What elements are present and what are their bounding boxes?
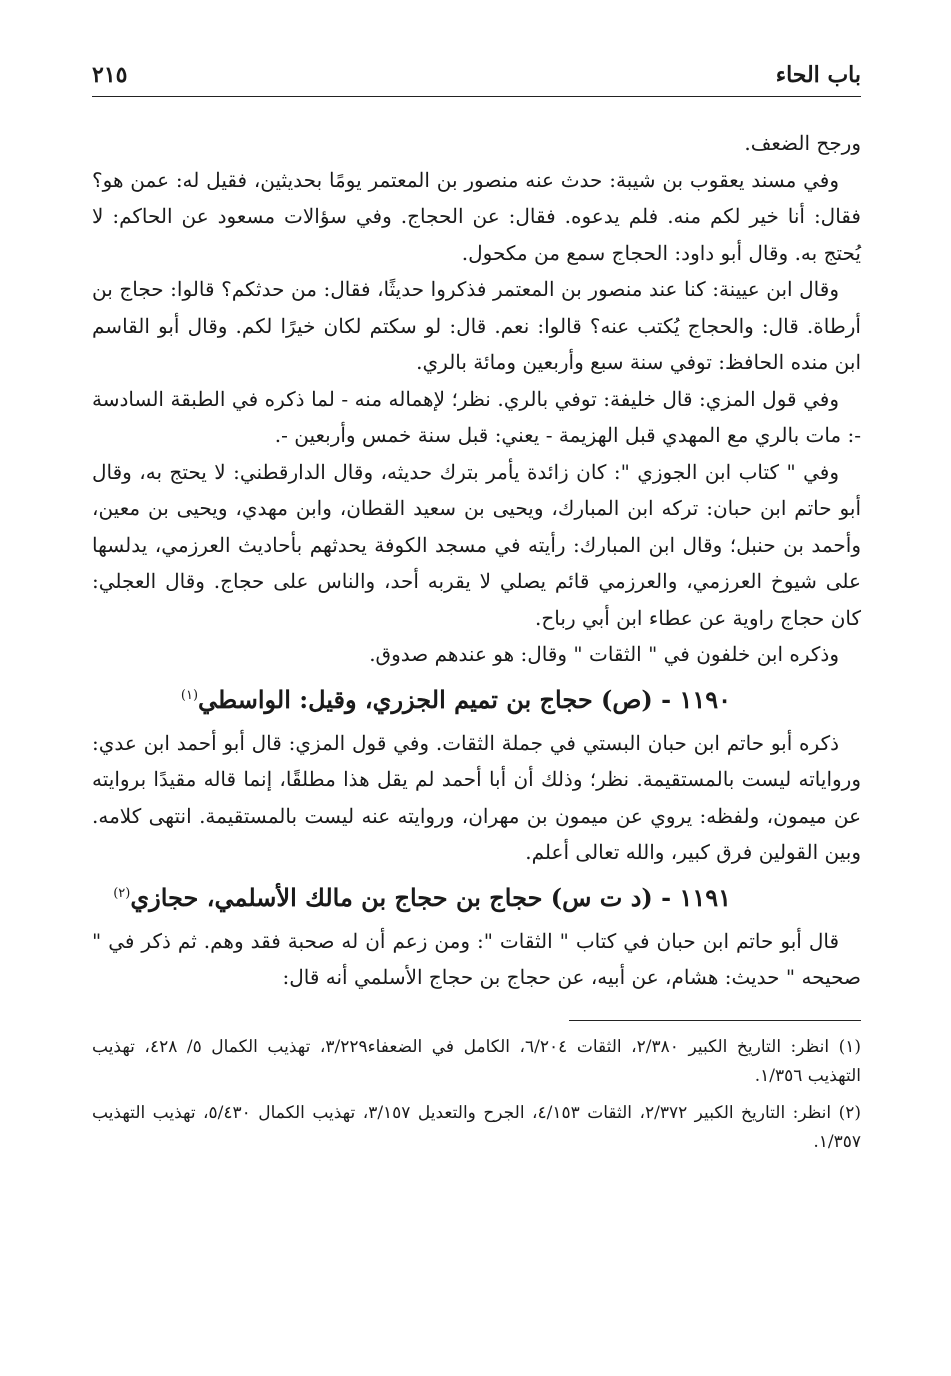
document-page	[92, 58, 861, 1165]
entry-heading-1190	[92, 677, 861, 719]
chapter-title: باب الحاء	[775, 62, 861, 88]
paragraph: قال أبو حاتم ابن حبان في كتاب " الثقات ": ومن زعم أن له صحبة فقد وهم. ثم ذكر في " صحيحه " حديث: هشام، عن أبيه، عن حجاج بن حجاج الأسلمي أنه قال:	[92, 928, 861, 989]
paragraph: وفي قول المزي: قال خليفة: توفي بالري. نظر؛ لإهماله منه - لما ذكره في الطبقة السادسة -: مات بالري مع المهدي قبل الهزيمة - يعني: قبل سنة خمس وأربعين -.	[92, 386, 861, 447]
paragraph: ورجح الضعف.	[744, 131, 861, 155]
paragraph: وفي مسند يعقوب بن شيبة: حدث عنه منصور بن المعتمر يومًا بحديثين، فقيل له: عمن هو؟ فقال: أنا خير لكم منه. فلم يدعوه. فقال: عن الحجاج. وفي سؤالات مسعود عن الحاكم: لا يُحتج به. وقال أبو داود: الحجاج سمع من مكحول.	[92, 167, 861, 265]
entry-heading-1191	[92, 875, 861, 917]
paragraph: وفي " كتاب ابن الجوزي ": كان زائدة يأمر بترك حديثه، وقال الدارقطني: لا يحتج به، وقال أبو حاتم ابن حبان: تركه ابن المبارك، ويحيى بن سعيد القطان، وابن مهدي، ويحيى بن معين، وأحمد بن حنبل؛ وقال ابن المبارك: رأيته في مسجد الكوفة يحدثهم بأحاديث العرزمي، يدلسها على شيوخ العرزمي، والعرزمي قائم يصلي لا يقربه أحد، والناس على حجاج. وقال العجلي: كان حجاج راوية عن عطاء ابن أبي رباح.	[92, 459, 861, 630]
main-text	[92, 125, 861, 996]
entry-title: ١١٩٠ - (ص) حجاج بن تميم الجزري، وقيل: الواسطي	[198, 684, 731, 714]
entry-title: ١١٩١ - (د ت س) حجاج بن حجاج بن مالك الأسلمي، حجازي	[130, 882, 731, 912]
paragraph: وقال ابن عيينة: كنا عند منصور بن المعتمر فذكروا حديثًا، فقال: من حدثكم؟ قالوا: حجاج بن أرطاة. قال: والحجاج يُكتب عنه؟ قالوا: نعم. قال: لو سكتم لكان خيرًا لكم. وقال أبو القاسم ابن منده الحافظ: توفي سنة سبع وأربعين ومائة بالري.	[92, 277, 861, 374]
footnote-separator	[569, 1020, 861, 1021]
footnote: (٢) انظر: التاريخ الكبير ٢/٣٧٢، الثقات ٤/١٥٣، الجرح والتعديل ٣/١٥٧، تهذيب الكمال ٥/٤٣٠، تهذيب التهذيب ١/٣٥٧.	[92, 1102, 862, 1152]
running-header	[92, 58, 861, 97]
footnote-ref: (١)	[180, 687, 199, 703]
paragraph: وذكره ابن خلفون في " الثقات " وقال: هو عندهم صدوق.	[369, 642, 839, 666]
paragraph: ذكره أبو حاتم ابن حبان البستي في جملة الثقات. وفي قول المزي: قال أبو أحمد ابن عدي: ورواياته ليست بالمستقيمة. نظر؛ وذلك أن أبا أحمد لم يقل هذا مطلقًا، إنما قاله مقيدًا بروايته عن ميمون، ولفظه: يروي عن ميمون بن مهران، وروايته عنه ليست بالمستقيمة. انتهى كلامه. وبين القولين فرق كبير، والله تعالى أعلم.	[92, 730, 861, 864]
page-number: ٢١٥	[92, 62, 128, 88]
footnotes	[92, 1033, 861, 1157]
footnote-ref: (٢)	[113, 885, 131, 901]
footnote: (١) انظر: التاريخ الكبير ٢/٣٨٠، الثقات ٦/٢٠٤، الكامل في الضعفاء٣/٢٢٩، تهذيب الكمال ٥/ ٤٢٨، تهذيب التهذيب ١/٣٥٦.	[92, 1036, 861, 1086]
